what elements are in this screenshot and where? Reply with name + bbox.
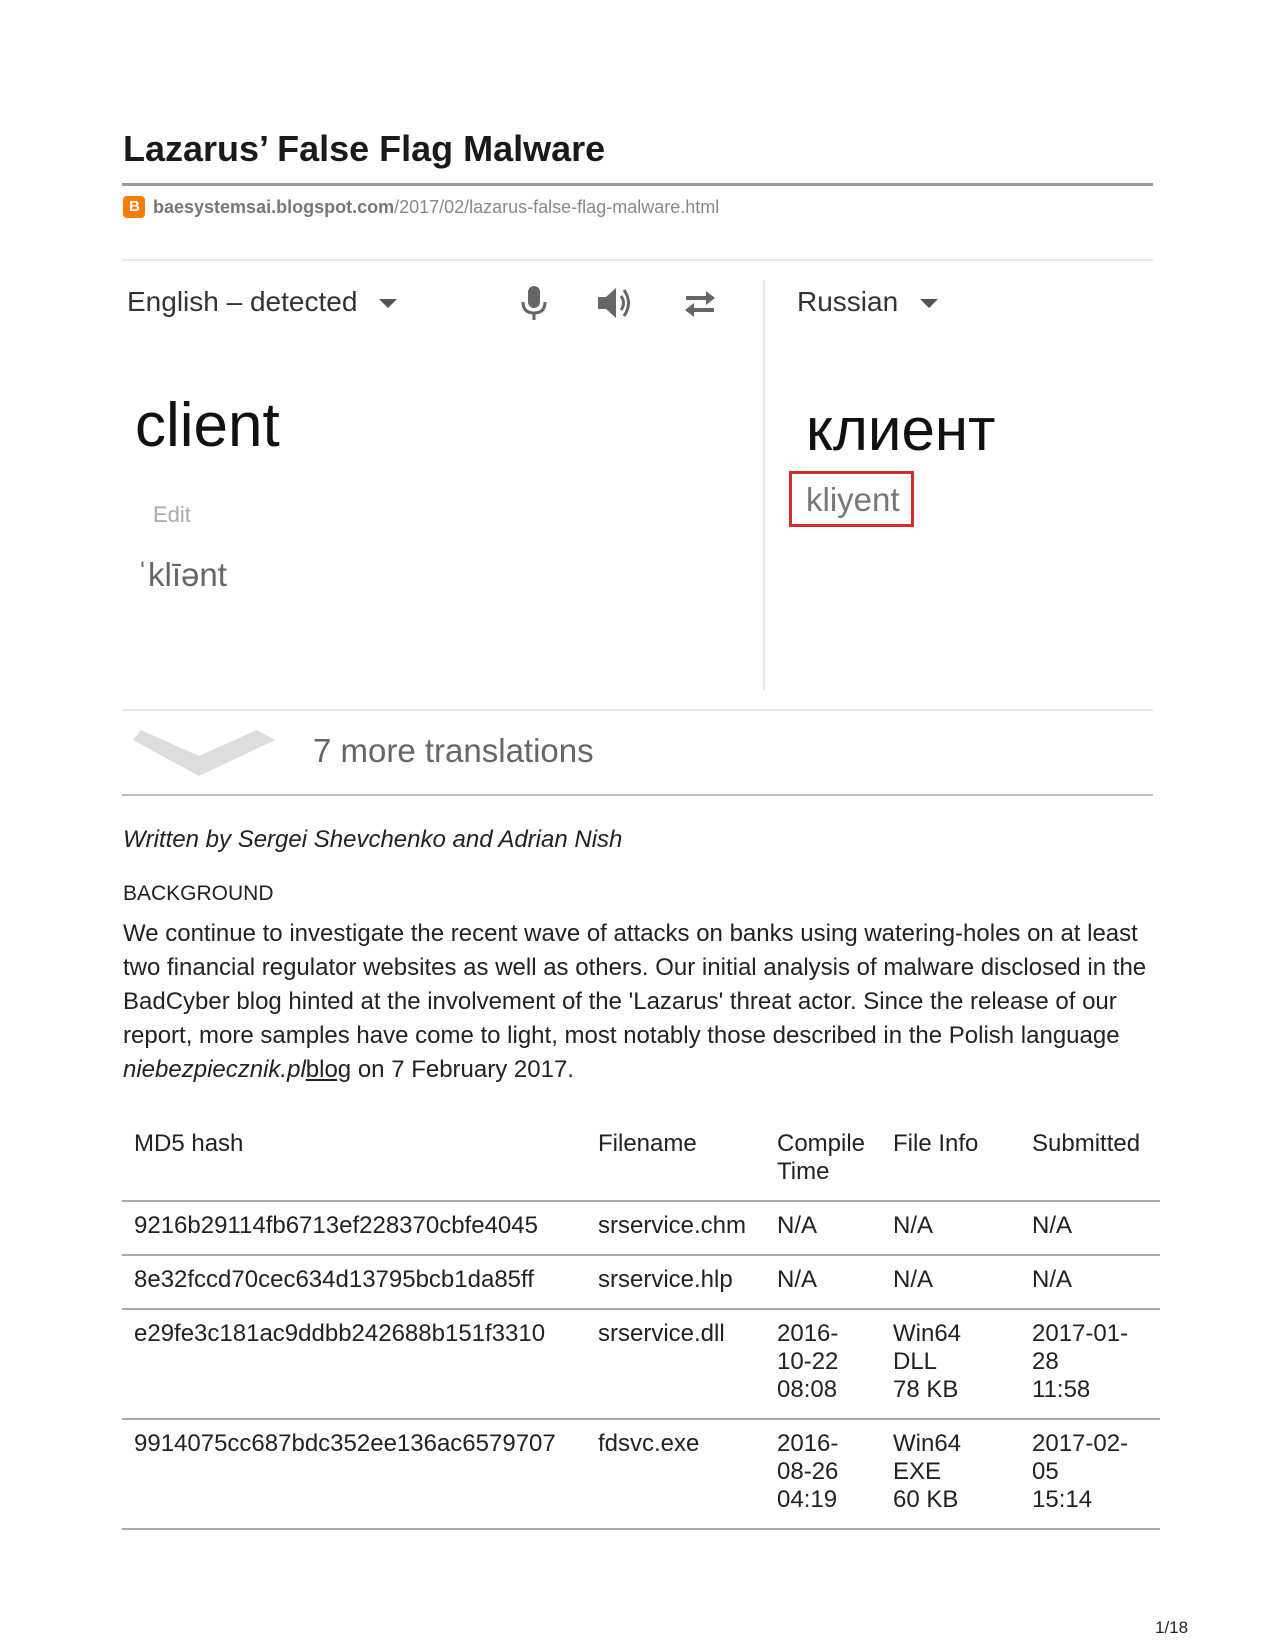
filename-cell: srservice.dll (598, 1320, 725, 1347)
filename-cell: srservice.chm (598, 1212, 747, 1239)
file-info-cell: N/A (893, 1212, 934, 1239)
md5-cell: 8e32fccd70cec634d13795bcb1da85ff (134, 1266, 534, 1293)
target-language-label: Russian (797, 286, 899, 317)
section-heading: BACKGROUND (123, 882, 274, 905)
submitted-cell: N/A (1032, 1212, 1073, 1239)
page-number: 1/18 (1155, 1618, 1189, 1637)
column-header: File Info (893, 1130, 979, 1157)
table-row (122, 1255, 1160, 1309)
file-info-cell: Win64 DLL 78 KB (893, 1320, 962, 1403)
column-header: Compile Time (777, 1130, 866, 1185)
chevron-down-icon (379, 299, 397, 308)
md5-cell: 9216b29114fb6713ef228370cbfe4045 (134, 1212, 538, 1239)
blogger-icon: B (123, 196, 145, 218)
compile-time-cell: 2016- 10-22 08:08 (777, 1320, 839, 1403)
table-row (122, 1419, 1160, 1529)
translated-text: клиент (806, 396, 996, 463)
source-language-select[interactable] (127, 286, 397, 318)
widget-divider (122, 709, 1153, 711)
filename-cell: fdsvc.exe (598, 1430, 700, 1457)
target-language-select[interactable] (797, 286, 938, 318)
site-name: niebezpiecznik.pl (123, 1056, 306, 1083)
table-row (122, 1309, 1160, 1419)
body-paragraph (123, 917, 1158, 1087)
submitted-cell: 2017-02- 05 15:14 (1032, 1430, 1129, 1513)
md5-cell: 9914075cc687bdc352ee136ac6579707 (134, 1430, 556, 1457)
compile-time-cell: 2016- 08-26 04:19 (777, 1430, 839, 1513)
submitted-cell: 2017-01- 28 11:58 (1032, 1320, 1129, 1403)
column-header: Submitted (1032, 1130, 1141, 1157)
column-header: Filename (598, 1130, 697, 1157)
widget-bottom-divider (122, 794, 1153, 796)
panel-divider (763, 280, 765, 690)
title-divider (122, 183, 1153, 186)
source-link[interactable] (123, 196, 719, 218)
compile-time-cell: N/A (777, 1212, 818, 1239)
table-header-row (122, 1120, 1160, 1201)
source-text[interactable]: client (135, 391, 280, 460)
paragraph-text: We continue to investigate the recent wave of attacks on banks using watering-holes on at least two financial regulator websites as well as others. Our initial analysis of malware disclosed in the BadCyber blog hinted at the involvement of the 'Lazarus' threat actor. Since the release of our report, more samples have come to light, most notably those described in the Polish language (123, 920, 1147, 1049)
expand-chevron-icon[interactable] (133, 728, 275, 778)
phonetic-transcription: ˈklīənt (137, 556, 227, 593)
column-header: MD5 hash (134, 1130, 244, 1157)
table-row (122, 1201, 1160, 1255)
chevron-down-icon (920, 299, 938, 308)
source-path[interactable]: /2017/02/lazarus-false-flag-malware.html (394, 196, 720, 217)
widget-top-divider (122, 259, 1153, 261)
source-language-label: English – detected (127, 286, 358, 317)
compile-time-cell: N/A (777, 1266, 818, 1293)
md5-cell: e29fe3c181ac9ddbb242688b151f3310 (134, 1320, 546, 1347)
submitted-cell: N/A (1032, 1266, 1073, 1293)
page-title: Lazarus’ False Flag Malware (123, 128, 606, 169)
file-info-cell: Win64 EXE 60 KB (893, 1430, 962, 1513)
speaker-icon[interactable] (595, 282, 635, 324)
more-translations-link[interactable]: 7 more translations (313, 732, 594, 769)
blog-link[interactable]: blog (305, 1056, 352, 1083)
edit-link[interactable]: Edit (153, 502, 191, 527)
file-info-cell: N/A (893, 1266, 934, 1293)
filename-cell: srservice.hlp (598, 1266, 733, 1293)
paragraph-tail: on 7 February 2017. (351, 1056, 574, 1083)
source-domain[interactable]: baesystemsai.blogspot.com (153, 196, 395, 217)
transliteration: kliyent (806, 481, 900, 518)
hash-table (122, 1120, 1160, 1530)
byline: Written by Sergei Shevchenko and Adrian Nish (123, 826, 623, 853)
swap-icon[interactable] (680, 282, 720, 324)
mic-icon[interactable] (514, 282, 554, 324)
